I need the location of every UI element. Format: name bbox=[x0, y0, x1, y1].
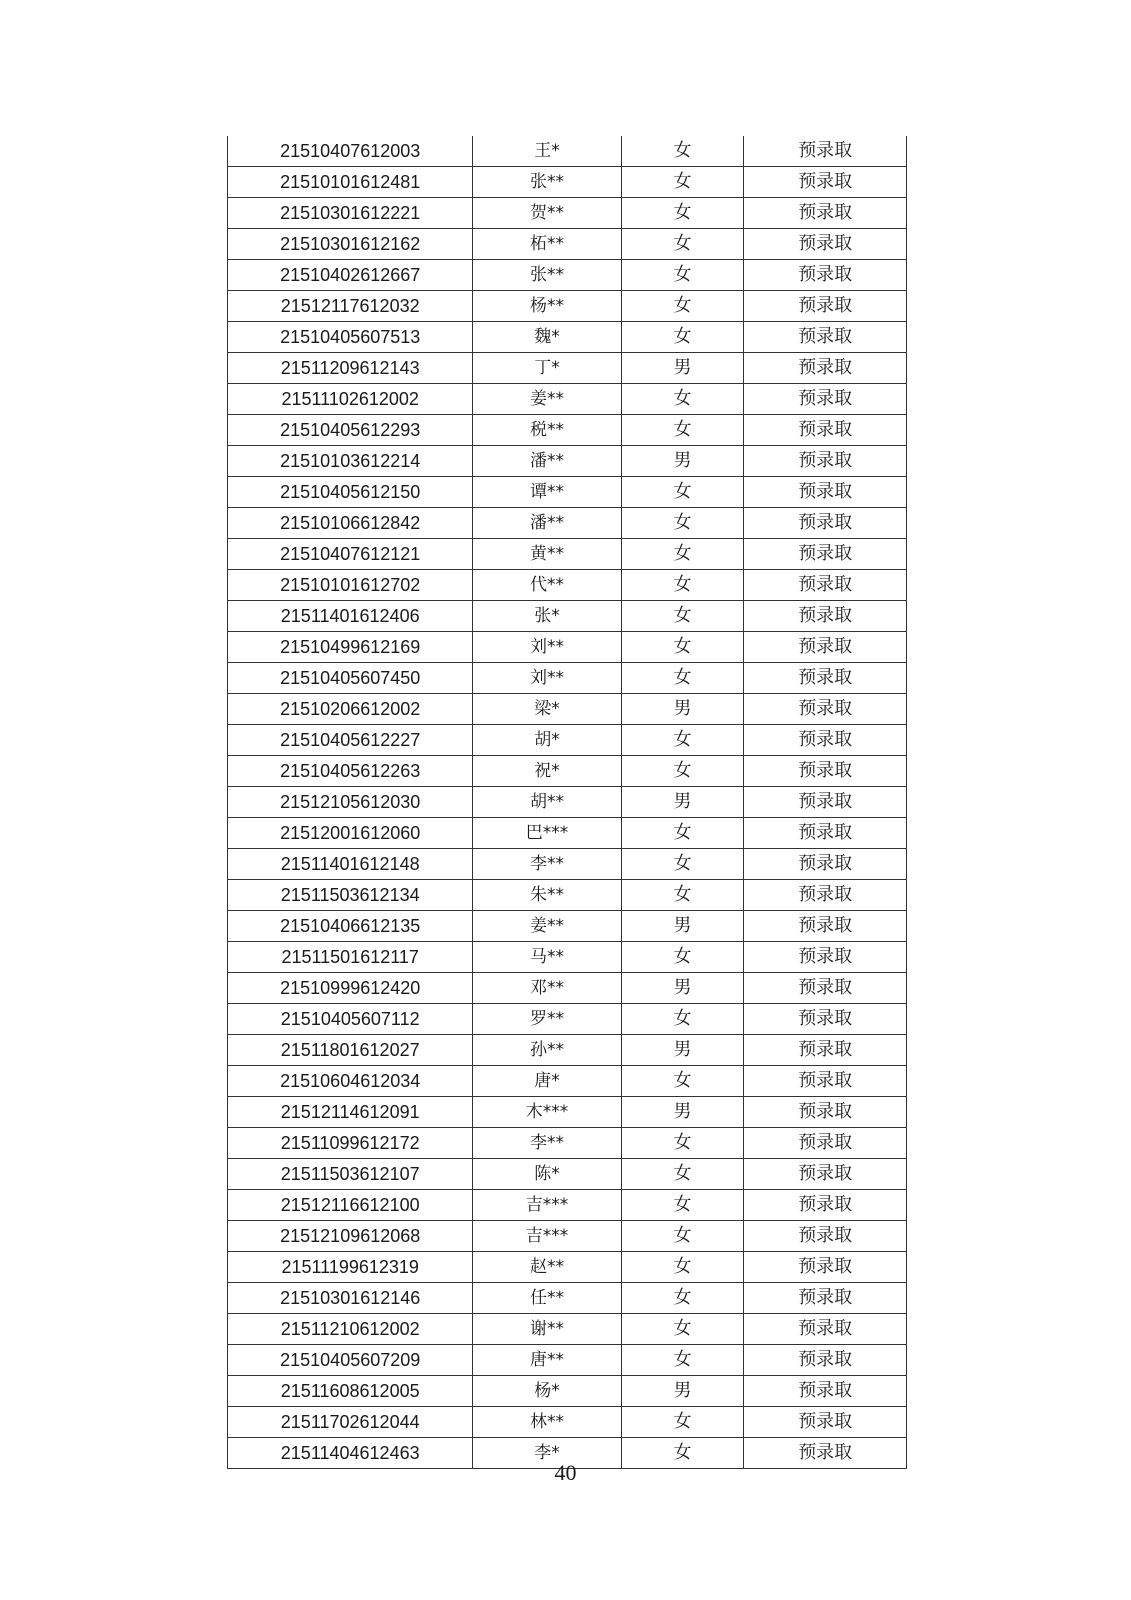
gender-cell: 女 bbox=[621, 1128, 744, 1159]
status-cell: 预录取 bbox=[744, 1407, 907, 1438]
candidate-id-cell: 21512109612068 bbox=[228, 1221, 473, 1252]
name-cell: 胡** bbox=[473, 787, 621, 818]
status-cell: 预录取 bbox=[744, 167, 907, 198]
status-cell: 预录取 bbox=[744, 1066, 907, 1097]
table-row bbox=[228, 942, 907, 973]
status-cell: 预录取 bbox=[744, 973, 907, 1004]
admission-table bbox=[227, 136, 907, 1469]
table-row bbox=[228, 384, 907, 415]
name-cell: 姜** bbox=[473, 911, 621, 942]
gender-cell: 男 bbox=[621, 1035, 744, 1066]
candidate-id-cell: 21510405612293 bbox=[228, 415, 473, 446]
status-cell: 预录取 bbox=[744, 322, 907, 353]
gender-cell: 女 bbox=[621, 1252, 744, 1283]
name-cell: 潘** bbox=[473, 508, 621, 539]
gender-cell: 女 bbox=[621, 756, 744, 787]
table-row bbox=[228, 477, 907, 508]
table-row bbox=[228, 1190, 907, 1221]
page-number: 40 bbox=[554, 1460, 577, 1485]
name-cell: 张* bbox=[473, 601, 621, 632]
status-cell: 预录取 bbox=[744, 1035, 907, 1066]
status-cell: 预录取 bbox=[744, 1376, 907, 1407]
name-cell: 邓** bbox=[473, 973, 621, 1004]
gender-cell: 男 bbox=[621, 446, 744, 477]
status-cell: 预录取 bbox=[744, 601, 907, 632]
table-row bbox=[228, 787, 907, 818]
table-row bbox=[228, 1035, 907, 1066]
gender-cell: 女 bbox=[621, 818, 744, 849]
candidate-id-cell: 21511099612172 bbox=[228, 1128, 473, 1159]
gender-cell: 男 bbox=[621, 353, 744, 384]
candidate-id-cell: 21510499612169 bbox=[228, 632, 473, 663]
status-cell: 预录取 bbox=[744, 880, 907, 911]
status-cell: 预录取 bbox=[744, 136, 907, 167]
gender-cell: 女 bbox=[621, 725, 744, 756]
name-cell: 张** bbox=[473, 260, 621, 291]
gender-cell: 女 bbox=[621, 1159, 744, 1190]
table-row bbox=[228, 136, 907, 167]
gender-cell: 女 bbox=[621, 539, 744, 570]
candidate-id-cell: 21511702612044 bbox=[228, 1407, 473, 1438]
gender-cell: 女 bbox=[621, 1314, 744, 1345]
name-cell: 柘** bbox=[473, 229, 621, 260]
gender-cell: 女 bbox=[621, 198, 744, 229]
name-cell: 胡* bbox=[473, 725, 621, 756]
gender-cell: 女 bbox=[621, 663, 744, 694]
candidate-id-cell: 21511608612005 bbox=[228, 1376, 473, 1407]
status-cell: 预录取 bbox=[744, 725, 907, 756]
name-cell: 木*** bbox=[473, 1097, 621, 1128]
status-cell: 预录取 bbox=[744, 942, 907, 973]
candidate-id-cell: 21510103612214 bbox=[228, 446, 473, 477]
gender-cell: 男 bbox=[621, 911, 744, 942]
status-cell: 预录取 bbox=[744, 415, 907, 446]
table-row bbox=[228, 415, 907, 446]
table-row bbox=[228, 601, 907, 632]
status-cell: 预录取 bbox=[744, 260, 907, 291]
status-cell: 预录取 bbox=[744, 632, 907, 663]
admission-table-body bbox=[228, 136, 907, 1469]
gender-cell: 男 bbox=[621, 787, 744, 818]
gender-cell: 男 bbox=[621, 1376, 744, 1407]
name-cell: 孙** bbox=[473, 1035, 621, 1066]
candidate-id-cell: 21510101612481 bbox=[228, 167, 473, 198]
name-cell: 王* bbox=[473, 136, 621, 167]
candidate-id-cell: 21510405612227 bbox=[228, 725, 473, 756]
table-row bbox=[228, 725, 907, 756]
candidate-id-cell: 21510604612034 bbox=[228, 1066, 473, 1097]
name-cell: 黄** bbox=[473, 539, 621, 570]
name-cell: 张** bbox=[473, 167, 621, 198]
name-cell: 李** bbox=[473, 1128, 621, 1159]
candidate-id-cell: 21510405612263 bbox=[228, 756, 473, 787]
candidate-id-cell: 21510407612003 bbox=[228, 136, 473, 167]
name-cell: 唐* bbox=[473, 1066, 621, 1097]
gender-cell: 女 bbox=[621, 136, 744, 167]
candidate-id-cell: 21511102612002 bbox=[228, 384, 473, 415]
gender-cell: 女 bbox=[621, 415, 744, 446]
gender-cell: 女 bbox=[621, 1066, 744, 1097]
name-cell: 李* bbox=[473, 1438, 621, 1469]
name-cell: 马** bbox=[473, 942, 621, 973]
gender-cell: 女 bbox=[621, 849, 744, 880]
candidate-id-cell: 21512116612100 bbox=[228, 1190, 473, 1221]
name-cell: 税** bbox=[473, 415, 621, 446]
gender-cell: 男 bbox=[621, 694, 744, 725]
candidate-id-cell: 21512114612091 bbox=[228, 1097, 473, 1128]
gender-cell: 女 bbox=[621, 167, 744, 198]
table-row bbox=[228, 1376, 907, 1407]
table-row bbox=[228, 198, 907, 229]
candidate-id-cell: 21511404612463 bbox=[228, 1438, 473, 1469]
table-row bbox=[228, 1221, 907, 1252]
table-row bbox=[228, 570, 907, 601]
status-cell: 预录取 bbox=[744, 756, 907, 787]
candidate-id-cell: 21511801612027 bbox=[228, 1035, 473, 1066]
gender-cell: 女 bbox=[621, 1283, 744, 1314]
gender-cell: 女 bbox=[621, 477, 744, 508]
status-cell: 预录取 bbox=[744, 1283, 907, 1314]
name-cell: 谢** bbox=[473, 1314, 621, 1345]
candidate-id-cell: 21511503612134 bbox=[228, 880, 473, 911]
status-cell: 预录取 bbox=[744, 1314, 907, 1345]
candidate-id-cell: 21510301612146 bbox=[228, 1283, 473, 1314]
name-cell: 吉*** bbox=[473, 1190, 621, 1221]
candidate-id-cell: 21510407612121 bbox=[228, 539, 473, 570]
gender-cell: 女 bbox=[621, 1407, 744, 1438]
status-cell: 预录取 bbox=[744, 570, 907, 601]
table-row bbox=[228, 973, 907, 1004]
candidate-id-cell: 21510301612162 bbox=[228, 229, 473, 260]
table-row bbox=[228, 1283, 907, 1314]
gender-cell: 男 bbox=[621, 1097, 744, 1128]
gender-cell: 女 bbox=[621, 1004, 744, 1035]
status-cell: 预录取 bbox=[744, 694, 907, 725]
gender-cell: 男 bbox=[621, 973, 744, 1004]
table-row bbox=[228, 694, 907, 725]
status-cell: 预录取 bbox=[744, 229, 907, 260]
status-cell: 预录取 bbox=[744, 1004, 907, 1035]
table-row bbox=[228, 167, 907, 198]
candidate-id-cell: 21510101612702 bbox=[228, 570, 473, 601]
gender-cell: 女 bbox=[621, 1438, 744, 1469]
name-cell: 陈* bbox=[473, 1159, 621, 1190]
status-cell: 预录取 bbox=[744, 1345, 907, 1376]
candidate-id-cell: 21511209612143 bbox=[228, 353, 473, 384]
table-row bbox=[228, 229, 907, 260]
name-cell: 刘** bbox=[473, 663, 621, 694]
status-cell: 预录取 bbox=[744, 787, 907, 818]
table-row bbox=[228, 849, 907, 880]
candidate-id-cell: 21510405607209 bbox=[228, 1345, 473, 1376]
status-cell: 预录取 bbox=[744, 1438, 907, 1469]
name-cell: 朱** bbox=[473, 880, 621, 911]
candidate-id-cell: 21510405612150 bbox=[228, 477, 473, 508]
candidate-id-cell: 21511199612319 bbox=[228, 1252, 473, 1283]
candidate-id-cell: 21512117612032 bbox=[228, 291, 473, 322]
name-cell: 姜** bbox=[473, 384, 621, 415]
candidate-id-cell: 21511401612148 bbox=[228, 849, 473, 880]
candidate-id-cell: 21512001612060 bbox=[228, 818, 473, 849]
gender-cell: 女 bbox=[621, 1221, 744, 1252]
table-row bbox=[228, 260, 907, 291]
name-cell: 梁* bbox=[473, 694, 621, 725]
status-cell: 预录取 bbox=[744, 353, 907, 384]
status-cell: 预录取 bbox=[744, 1252, 907, 1283]
candidate-id-cell: 21510999612420 bbox=[228, 973, 473, 1004]
status-cell: 预录取 bbox=[744, 477, 907, 508]
candidate-id-cell: 21511210612002 bbox=[228, 1314, 473, 1345]
candidate-id-cell: 21510301612221 bbox=[228, 198, 473, 229]
status-cell: 预录取 bbox=[744, 911, 907, 942]
name-cell: 赵** bbox=[473, 1252, 621, 1283]
name-cell: 魏* bbox=[473, 322, 621, 353]
table-row bbox=[228, 1345, 907, 1376]
name-cell: 吉*** bbox=[473, 1221, 621, 1252]
gender-cell: 女 bbox=[621, 632, 744, 663]
candidate-id-cell: 21510206612002 bbox=[228, 694, 473, 725]
status-cell: 预录取 bbox=[744, 198, 907, 229]
table-row bbox=[228, 508, 907, 539]
gender-cell: 女 bbox=[621, 291, 744, 322]
table-row bbox=[228, 880, 907, 911]
status-cell: 预录取 bbox=[744, 1221, 907, 1252]
status-cell: 预录取 bbox=[744, 291, 907, 322]
name-cell: 杨** bbox=[473, 291, 621, 322]
gender-cell: 女 bbox=[621, 1190, 744, 1221]
name-cell: 祝* bbox=[473, 756, 621, 787]
name-cell: 贺** bbox=[473, 198, 621, 229]
name-cell: 巴*** bbox=[473, 818, 621, 849]
gender-cell: 女 bbox=[621, 508, 744, 539]
candidate-id-cell: 21510405607513 bbox=[228, 322, 473, 353]
table-row bbox=[228, 663, 907, 694]
gender-cell: 女 bbox=[621, 942, 744, 973]
status-cell: 预录取 bbox=[744, 539, 907, 570]
table-row bbox=[228, 539, 907, 570]
name-cell: 任** bbox=[473, 1283, 621, 1314]
status-cell: 预录取 bbox=[744, 508, 907, 539]
status-cell: 预录取 bbox=[744, 1128, 907, 1159]
gender-cell: 女 bbox=[621, 384, 744, 415]
table-row bbox=[228, 322, 907, 353]
table-row bbox=[228, 911, 907, 942]
table-row bbox=[228, 756, 907, 787]
candidate-id-cell: 21511501612117 bbox=[228, 942, 473, 973]
table-row bbox=[228, 1004, 907, 1035]
gender-cell: 女 bbox=[621, 1345, 744, 1376]
table-row bbox=[228, 353, 907, 384]
table-row bbox=[228, 1252, 907, 1283]
candidate-id-cell: 21510405607112 bbox=[228, 1004, 473, 1035]
status-cell: 预录取 bbox=[744, 384, 907, 415]
table-row bbox=[228, 632, 907, 663]
name-cell: 罗** bbox=[473, 1004, 621, 1035]
candidate-id-cell: 21511401612406 bbox=[228, 601, 473, 632]
table-row bbox=[228, 1407, 907, 1438]
candidate-id-cell: 21510402612667 bbox=[228, 260, 473, 291]
gender-cell: 女 bbox=[621, 601, 744, 632]
status-cell: 预录取 bbox=[744, 1097, 907, 1128]
table-row bbox=[228, 1159, 907, 1190]
name-cell: 林** bbox=[473, 1407, 621, 1438]
candidate-id-cell: 21511503612107 bbox=[228, 1159, 473, 1190]
table-row bbox=[228, 446, 907, 477]
status-cell: 预录取 bbox=[744, 446, 907, 477]
table-row bbox=[228, 1097, 907, 1128]
candidate-id-cell: 21512105612030 bbox=[228, 787, 473, 818]
name-cell: 唐** bbox=[473, 1345, 621, 1376]
table-row bbox=[228, 291, 907, 322]
gender-cell: 女 bbox=[621, 322, 744, 353]
gender-cell: 女 bbox=[621, 570, 744, 601]
status-cell: 预录取 bbox=[744, 818, 907, 849]
candidate-id-cell: 21510406612135 bbox=[228, 911, 473, 942]
candidate-id-cell: 21510405607450 bbox=[228, 663, 473, 694]
status-cell: 预录取 bbox=[744, 1159, 907, 1190]
candidate-id-cell: 21510106612842 bbox=[228, 508, 473, 539]
name-cell: 李** bbox=[473, 849, 621, 880]
gender-cell: 女 bbox=[621, 260, 744, 291]
table-row bbox=[228, 1314, 907, 1345]
name-cell: 丁* bbox=[473, 353, 621, 384]
table-row bbox=[228, 818, 907, 849]
name-cell: 杨* bbox=[473, 1376, 621, 1407]
status-cell: 预录取 bbox=[744, 663, 907, 694]
table-row bbox=[228, 1066, 907, 1097]
gender-cell: 女 bbox=[621, 880, 744, 911]
status-cell: 预录取 bbox=[744, 849, 907, 880]
name-cell: 潘** bbox=[473, 446, 621, 477]
gender-cell: 女 bbox=[621, 229, 744, 260]
name-cell: 刘** bbox=[473, 632, 621, 663]
status-cell: 预录取 bbox=[744, 1190, 907, 1221]
table-row bbox=[228, 1128, 907, 1159]
name-cell: 代** bbox=[473, 570, 621, 601]
name-cell: 谭** bbox=[473, 477, 621, 508]
